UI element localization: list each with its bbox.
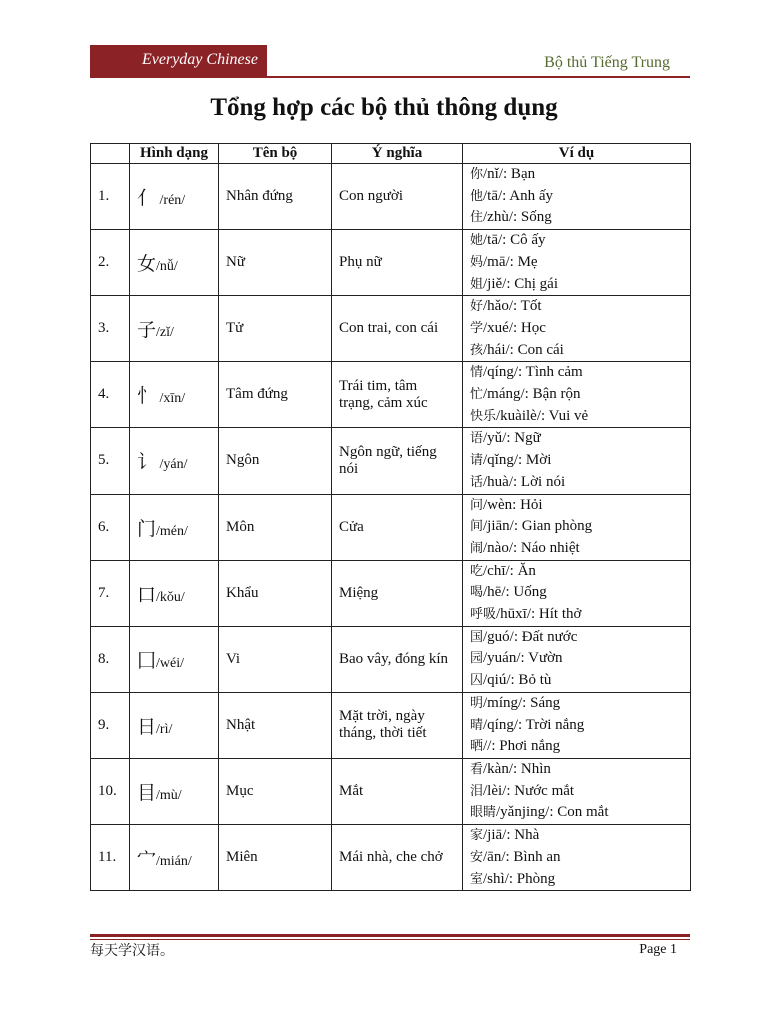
radical-shape-cell [130, 362, 219, 428]
header-name: Tên bộ [219, 144, 332, 164]
row-number: 11. [91, 825, 130, 891]
example-line [470, 296, 683, 318]
example-hanzi: 语 [470, 431, 484, 447]
example-line [470, 693, 683, 715]
radical-meaning: Miệng [332, 560, 463, 626]
table-row [91, 494, 691, 560]
example-line [470, 781, 683, 803]
example-text: /jiě/: Chị gái [483, 275, 559, 292]
radical-glyph: 讠 [137, 451, 157, 474]
example-text: /chī/: Ăn [483, 562, 536, 579]
radical-pinyin: /mén/ [156, 523, 188, 539]
example-hanzi: 你 [470, 167, 484, 182]
radical-glyph: 子 [137, 319, 157, 342]
example-text: /yǎnjing/: Con mắt [496, 804, 609, 821]
radical-pinyin: /mù/ [156, 788, 182, 804]
radical-name: Tâm đứng [219, 362, 332, 428]
example-text: /guó/: Đất nước [483, 628, 578, 645]
table-row [91, 164, 691, 230]
example-line [470, 450, 683, 472]
example-hanzi: 问 [470, 497, 484, 513]
radical-meaning: Bao vây, đóng kín [332, 626, 463, 692]
example-hanzi: 看 [470, 761, 484, 777]
example-hanzi: 快乐 [470, 408, 497, 424]
example-line [470, 648, 683, 670]
radical-glyph: 宀 [137, 848, 157, 871]
radical-name: Miên [219, 825, 332, 891]
radical-meaning: Con người [332, 164, 463, 230]
brand-banner [90, 45, 267, 78]
example-text: /tā/: Anh ấy [483, 187, 554, 204]
radical-shape-cell [130, 825, 219, 891]
radical-shape-cell [130, 626, 219, 692]
radical-name: Nhật [219, 692, 332, 758]
radical-name: Mục [219, 758, 332, 824]
example-hanzi: 住 [470, 210, 484, 226]
examples-cell [463, 362, 691, 428]
example-text: /kuàilè/: Vui vẻ [496, 407, 589, 424]
radical-meaning: Mặt trời, ngày tháng, thời tiết [332, 692, 463, 758]
example-line [470, 736, 683, 758]
row-number: 3. [91, 296, 130, 362]
examples-cell [463, 494, 691, 560]
example-hanzi: 妈 [470, 254, 484, 270]
radical-shape-cell [130, 164, 219, 230]
example-hanzi: 园 [470, 651, 484, 667]
header-number [91, 144, 130, 164]
radical-shape-cell [130, 494, 219, 560]
example-line [470, 274, 683, 296]
table-row [91, 428, 691, 494]
radical-glyph: 日 [137, 715, 157, 738]
example-text: /kàn/: Nhìn [483, 760, 551, 777]
example-text: /zhù/: Sống [483, 209, 552, 226]
example-line [470, 472, 683, 494]
example-line [470, 759, 683, 781]
table-body [91, 164, 691, 891]
example-line [470, 428, 683, 450]
radical-name: Môn [219, 494, 332, 560]
example-line [470, 802, 683, 824]
examples-cell [463, 560, 691, 626]
example-line [470, 164, 683, 186]
example-line [470, 252, 683, 274]
example-text: /ān/: Bình an [483, 848, 561, 865]
radical-pinyin: /kǒu/ [156, 589, 185, 605]
example-line [470, 207, 683, 229]
example-hanzi: 忙 [470, 387, 484, 403]
radical-shape-cell [130, 758, 219, 824]
radical-pinyin: /nǚ/ [156, 259, 178, 275]
header-examples: Ví dụ [463, 144, 691, 164]
row-number: 1. [91, 164, 130, 230]
table-row [91, 296, 691, 362]
examples-cell [463, 428, 691, 494]
example-line [470, 516, 683, 538]
example-text: /mā/: Mẹ [483, 253, 538, 270]
example-line [470, 869, 683, 891]
row-number: 9. [91, 692, 130, 758]
radical-glyph: 目 [137, 782, 157, 805]
radical-meaning: Mái nhà, che chở [332, 825, 463, 891]
example-line [470, 715, 683, 737]
radical-shape-cell [130, 230, 219, 296]
example-text: /huà/: Lời nói [483, 473, 566, 490]
example-hanzi: 泪 [470, 783, 484, 799]
row-number: 7. [91, 560, 130, 626]
example-line [470, 538, 683, 560]
examples-cell [463, 692, 691, 758]
row-number: 4. [91, 362, 130, 428]
header-meaning: Ý nghĩa [332, 144, 463, 164]
example-hanzi: 吃 [470, 563, 484, 579]
example-hanzi: 闹 [470, 540, 484, 556]
example-text: /hūxī/: Hít thở [496, 606, 582, 623]
example-text: /jiā/: Nhà [483, 827, 540, 844]
example-hanzi: 囚 [470, 673, 484, 689]
example-hanzi: 好 [470, 299, 484, 315]
example-hanzi: 家 [470, 828, 484, 844]
example-hanzi: 他 [470, 188, 484, 204]
example-text: /lèi/: Nước mắt [483, 782, 575, 799]
example-hanzi: 她 [470, 233, 484, 249]
example-line [470, 847, 683, 869]
radical-glyph: 囗 [137, 649, 157, 672]
example-line [470, 186, 683, 208]
example-text: /hái/: Con cái [483, 341, 564, 358]
example-line [470, 340, 683, 362]
radical-shape-cell [130, 428, 219, 494]
example-hanzi: 姐 [470, 276, 484, 292]
example-text: /hē/: Uống [483, 584, 547, 601]
radical-pinyin: /yán/ [156, 457, 188, 473]
example-hanzi: 情 [470, 365, 484, 381]
example-hanzi: 安 [470, 849, 484, 865]
example-hanzi: 晴 [470, 717, 484, 733]
radical-glyph: 女 [137, 253, 157, 276]
example-line [470, 230, 683, 252]
radical-meaning: Con trai, con cái [332, 296, 463, 362]
example-line [470, 362, 683, 384]
example-line [470, 495, 683, 517]
example-text: /nǐ/: Bạn [483, 166, 536, 182]
example-line [470, 582, 683, 604]
radical-pinyin: /rì/ [156, 721, 173, 737]
radical-meaning: Cửa [332, 494, 463, 560]
example-line [470, 825, 683, 847]
radical-glyph: 门 [137, 517, 157, 540]
example-hanzi: 室 [470, 871, 484, 887]
example-text: /yǔ/: Ngữ [483, 430, 541, 447]
row-number: 10. [91, 758, 130, 824]
example-text: /qǐng/: Mời [483, 452, 552, 469]
examples-cell [463, 626, 691, 692]
examples-cell [463, 296, 691, 362]
table-row [91, 362, 691, 428]
table-row [91, 560, 691, 626]
example-line [470, 561, 683, 583]
example-hanzi: 孩 [470, 342, 484, 358]
radical-shape-cell [130, 296, 219, 362]
example-text: //: Phơi nắng [483, 738, 561, 755]
radical-shape-cell [130, 692, 219, 758]
table-row [91, 758, 691, 824]
radical-glyph: 忄 [137, 385, 157, 408]
table-row [91, 230, 691, 296]
example-hanzi: 国 [470, 629, 484, 645]
example-hanzi: 学 [470, 320, 484, 336]
row-number: 8. [91, 626, 130, 692]
example-line [470, 318, 683, 340]
table-row [91, 626, 691, 692]
example-text: /míng/: Sáng [483, 694, 561, 711]
radical-meaning: Phụ nữ [332, 230, 463, 296]
radical-meaning: Mắt [332, 758, 463, 824]
radical-name: Ngôn [219, 428, 332, 494]
brand-text: Everyday Chinese [142, 51, 258, 68]
radical-meaning: Ngôn ngữ, tiếng nói [332, 428, 463, 494]
page-number: Page 1 [639, 942, 677, 957]
radical-name: Nhân đứng [219, 164, 332, 230]
example-text: /yuán/: Vườn [483, 650, 563, 667]
example-hanzi: 话 [470, 474, 484, 490]
row-number: 6. [91, 494, 130, 560]
example-hanzi: 间 [470, 519, 484, 535]
radical-pinyin: /xīn/ [156, 391, 186, 407]
radical-shape-cell [130, 560, 219, 626]
example-text: /hǎo/: Tốt [483, 298, 542, 315]
example-line [470, 627, 683, 649]
radical-pinyin: /zǐ/ [156, 325, 174, 341]
radical-glyph: 亻 [137, 187, 157, 210]
radical-pinyin: /rén/ [156, 193, 186, 209]
footer-slogan: 每天学汉语。 [90, 943, 174, 959]
example-text: /qíng/: Tình cảm [483, 364, 583, 381]
header-shape: Hình dạng [130, 144, 219, 164]
example-hanzi: 明 [470, 695, 484, 711]
example-hanzi: 呼吸 [470, 607, 497, 623]
radical-name: Nữ [219, 230, 332, 296]
example-line [470, 384, 683, 406]
example-text: /wèn: Hỏi [483, 496, 543, 513]
radical-name: Vi [219, 626, 332, 692]
example-text: /tā/: Cô ấy [483, 232, 546, 249]
example-hanzi: 请 [470, 453, 484, 469]
examples-cell [463, 164, 691, 230]
example-text: /shì/: Phòng [483, 870, 556, 887]
radical-name: Khẩu [219, 560, 332, 626]
examples-cell [463, 230, 691, 296]
radicals-table [90, 143, 691, 891]
example-hanzi: 喝 [470, 585, 484, 601]
radical-pinyin: /wéi/ [156, 655, 185, 671]
table-row [91, 692, 691, 758]
example-text: /jiān/: Gian phòng [483, 518, 593, 535]
radical-meaning: Trái tim, tâm trạng, cảm xúc [332, 362, 463, 428]
example-text: /xué/: Học [483, 319, 546, 336]
radical-pinyin: /mián/ [156, 854, 192, 870]
example-hanzi: 眼睛 [470, 805, 497, 821]
footer-rule-thick [90, 934, 690, 937]
example-text: /qiú/: Bỏ tù [483, 672, 552, 689]
example-text: /qíng/: Trời nắng [483, 716, 585, 733]
examples-cell [463, 758, 691, 824]
table-header-row [91, 144, 691, 164]
example-text: /máng/: Bận rộn [483, 386, 581, 403]
example-line [470, 406, 683, 428]
example-line [470, 604, 683, 626]
radical-name: Tử [219, 296, 332, 362]
radical-glyph: 口 [137, 583, 157, 606]
example-hanzi: 晒 [470, 739, 484, 755]
table-row [91, 825, 691, 891]
example-text: /nào/: Náo nhiệt [483, 539, 580, 556]
row-number: 2. [91, 230, 130, 296]
example-line [470, 670, 683, 692]
page-title: Tổng hợp các bộ thủ thông dụng [210, 94, 558, 121]
examples-cell [463, 825, 691, 891]
row-number: 5. [91, 428, 130, 494]
section-name: Bộ thủ Tiếng Trung [544, 54, 670, 71]
footer-rule-thin [90, 939, 690, 940]
